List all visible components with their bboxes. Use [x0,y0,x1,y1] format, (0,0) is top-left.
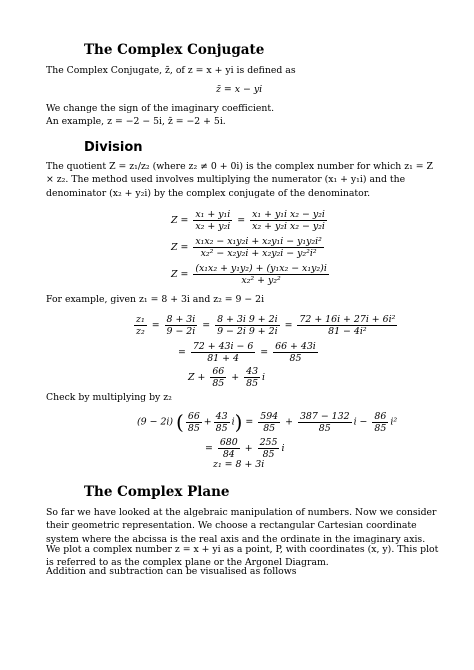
deriv-l3-fraction: $\frac{\text{(x₁x₂ + y₁y₂) + (y₁x₂ − x₁y₂)i}}{\text{x₂² + y₂²}}$ [195,263,327,286]
example-frac-e: $\frac{72 + 43i - 6}{81 + 4}$ [192,341,254,364]
plane-paragraph-2: We plot a complex number z = x + yi as a point, P, with coordinates (x, y). This plot is referred to as the complex plane or the Argonel Diagram. [46,544,439,569]
plane-paragraph-3: Addition and subtraction can be visualised as follows [46,566,297,577]
plane-paragraph-1: So far we have looked at the algebraic manipulation of numbers. Now we consider their geometric representation. We choose a rectangular Cartesian coordinate system where the abcissa is the real axis and the ordinate in the imaginary axis. [46,507,437,545]
example-line-3 [188,366,265,389]
check-frac-r3: $\frac{86}{85}$ [374,410,387,434]
example-eq-1: = [151,320,160,331]
conjugate-intro: The Complex Conjugate, z̄, of z = x + yi is defined as [46,65,296,76]
check-i: i [231,416,235,428]
deriv-line-1 [171,209,329,232]
check-frac-s2: $\frac{255}{85}$ [259,437,278,460]
example-frac-g1: $\frac{66}{85}$ [212,366,225,389]
deriv-l1-lhs: Z = [171,215,189,226]
example-frac-g2: $\frac{43}{85}$ [246,366,259,389]
section-title-plane: The Complex Plane [84,484,230,500]
conjugate-example: An example, z = −2 − 5i, z̄ = −2 + 5i. [46,116,226,127]
division-example-intro: For example, given z₁ = 8 + 3i and z₂ = 9 − 2i [46,294,265,305]
example-eq-4: = [178,347,186,358]
check-final: z₁ = 8 + 3i [213,459,265,470]
check-frac-r1: $\frac{594}{85}$ [260,410,279,434]
section-title-division: Division [84,140,143,155]
check-lhs: (9 − 2i) [137,416,174,428]
example-line-1 [132,314,399,337]
example-eq-3: = [284,320,293,331]
check-eq-2: = [205,443,213,454]
example-eq-5: = [260,347,269,358]
deriv-l2-lhs: Z = [171,242,189,253]
deriv-l2-fraction: $\frac{\text{x₁x₂ − x₁y₂i + x₂y₁i − y₁y₂i²}}{\text{x₂² − x₂y₂i + x₂y₂i − y₂²i²}}$ [195,236,322,259]
conjugate-formula: z̄ = x − yi [216,84,263,95]
check-r3-tail: i² [390,416,398,428]
example-g-lhs: Z + [188,372,206,383]
deriv-l1-fraction-2: $\frac{\text{x₁ + y₁i x₂ − y₂i}}{\text{x₂ + y₂i x₂ − y₂i}}$ [252,209,325,232]
example-frac-b: $\frac{8 + 3i}{9 - 2i}$ [166,314,196,337]
check-line-1: (9 − 2i) ( $\frac{66}{85}$ + $\frac{43}{85}$ i) = $\frac{594}{85}$ + $\frac{387 - 132}{85}$ i − $\frac{86}{85}$ i² [137,410,398,434]
example-frac-a: $\frac{\text{z₁}}{\text{z₂}}$ [136,314,145,337]
example-g-plus: + [231,372,240,383]
check-frac-a: $\frac{66}{85}$ [187,410,200,434]
example-eq-2: = [202,320,211,331]
example-frac-c: $\frac{8 + 3i 9 + 2i}{9 - 2i 9 + 2i}$ [217,314,278,337]
example-g-i: i [262,372,266,383]
check-frac-s1: $\frac{680}{84}$ [219,437,238,460]
check-intro: Check by multiplying by z₂ [46,392,172,403]
section-title-conjugate: The Complex Conjugate [84,42,265,58]
example-frac-f: $\frac{66 + 43i}{85}$ [275,341,316,364]
division-paragraph: The quotient Z = z₁/z₂ (where z₂ ≠ 0 + 0i) is the complex number for which z₁ = Z × z₂. The method used involves multiplying the numerator (x₁ + y₁i) and the denominator (x₂ + y₂i) by the complex conjugate of the denominator. [46,161,434,199]
deriv-l1-eq: = [237,215,246,226]
check-plus: + [203,416,212,428]
deriv-line-3 [171,263,331,286]
example-frac-d: $\frac{\text{72 + 16i + 27i + 6i²}}{\text{81 − 4i²}}$ [299,314,396,337]
example-line-2 [178,341,320,364]
deriv-line-2 [171,236,326,259]
conjugate-note: We change the sign of the imaginary coefficient. [46,103,275,114]
check-frac-r2: $\frac{387 - 132}{85}$ [299,410,350,434]
check-frac-b: $\frac{43}{85}$ [215,410,228,434]
check-line-2: = $\frac{680}{84}$ + $\frac{255}{85}$ i [205,437,285,460]
deriv-l3-lhs: Z = [171,269,189,280]
check-eq-1: = [245,416,254,428]
deriv-l1-fraction-1: $\frac{\text{x₁ + y₁i}}{\text{x₂ + y₂i}}$ [195,209,231,232]
